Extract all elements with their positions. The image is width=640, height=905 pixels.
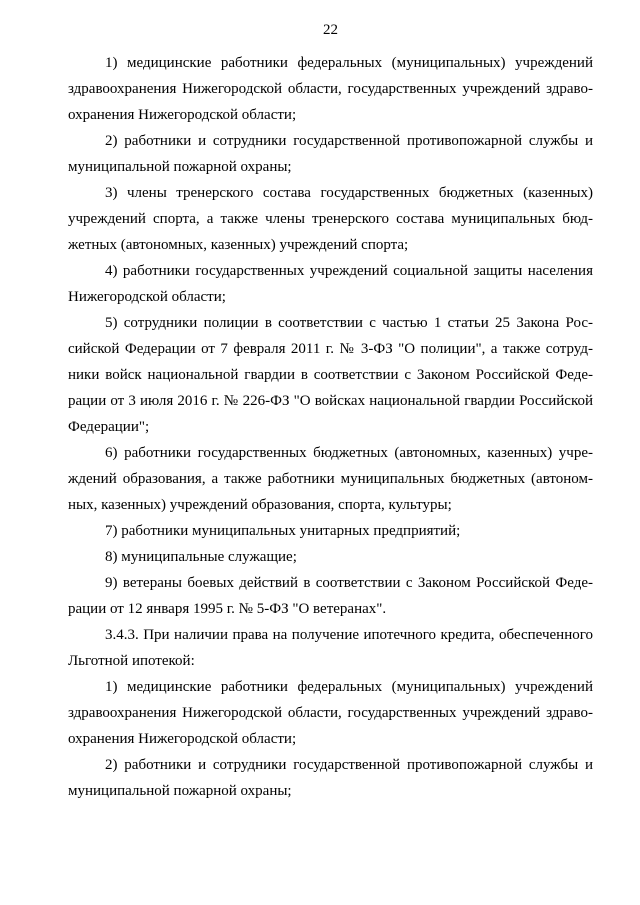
text-line: Нижегородской области; [68,289,226,305]
text-line: ждений образования, а также работники муниципальных бюджетных (автоном- [68,471,593,487]
paragraph-list-item-9 [68,570,593,622]
text-line: жетных (автономных, казенных) учреждений спорта; [68,237,409,253]
text-line: 3) члены тренерского состава государственных бюджетных (казенных) [105,185,593,201]
text-line: 1) медицинские работники федеральных (муниципальных) учреждений [105,679,593,695]
text-line: муниципальной пожарной охраны; [68,159,292,175]
text-line: здравоохранения Нижегородской области, государственных учреждений здраво- [68,81,593,97]
text-line: Федерации"; [68,419,150,435]
text-line: 1) медицинские работники федеральных (муниципальных) учреждений [105,55,593,71]
text-line: здравоохранения Нижегородской области, государственных учреждений здраво- [68,705,593,721]
text-line: учреждений спорта, а также члены тренерского состава муниципальных бюд- [68,211,593,227]
paragraph-list-item-1 [68,50,593,128]
text-line: рации от 12 января 1995 г. № 5-ФЗ "О ветеранах". [68,601,387,617]
text-line: охранения Нижегородской области; [68,731,297,747]
paragraph-list-item-3 [68,180,593,258]
text-line: 6) работники государственных бюджетных (автономных, казенных) учре- [105,445,593,461]
paragraph-list-item-1-repeat [68,674,593,752]
paragraph-list-item-2-repeat [68,752,593,804]
paragraph-list-item-7 [68,518,593,544]
text-line: 3.4.3. При наличии права на получение ипотечного кредита, обеспеченного [105,627,593,643]
text-line: ники войск национальной гвардии в соответствии с Законом Российской Феде- [68,367,593,383]
paragraph-list-item-4 [68,258,593,310]
paragraph-list-item-6 [68,440,593,518]
text-line: 5) сотрудники полиции в соответствии с частью 1 статьи 25 Закона Рос- [105,315,593,331]
paragraph-list-item-8 [68,544,593,570]
text-line: Льготной ипотекой: [68,653,195,669]
text-line: 8) муниципальные служащие; [105,549,297,565]
text-line: рации от 3 июля 2016 г. № 226-ФЗ "О войсках национальной гвардии Российской [68,393,593,409]
text-line: 2) работники и сотрудники государственной противопожарной службы и [105,757,593,773]
paragraph-section-3-4-3 [68,622,593,674]
text-line: ных, казенных) учреждений образования, спорта, культуры; [68,497,452,513]
text-line: 2) работники и сотрудники государственной противопожарной службы и [105,133,593,149]
text-line: 4) работники государственных учреждений социальной защиты населения [105,263,593,279]
text-line: 7) работники муниципальных унитарных предприятий; [105,523,461,539]
paragraph-list-item-5 [68,310,593,440]
paragraph-list-item-2 [68,128,593,180]
text-line: 9) ветераны боевых действий в соответствии с Законом Российской Феде- [105,575,593,591]
page-number: 22 [323,22,338,38]
text-line: охранения Нижегородской области; [68,107,297,123]
text-line: муниципальной пожарной охраны; [68,783,292,799]
text-line: сийской Федерации от 7 февраля 2011 г. № 3-ФЗ "О полиции", а также сотруд- [68,341,593,357]
